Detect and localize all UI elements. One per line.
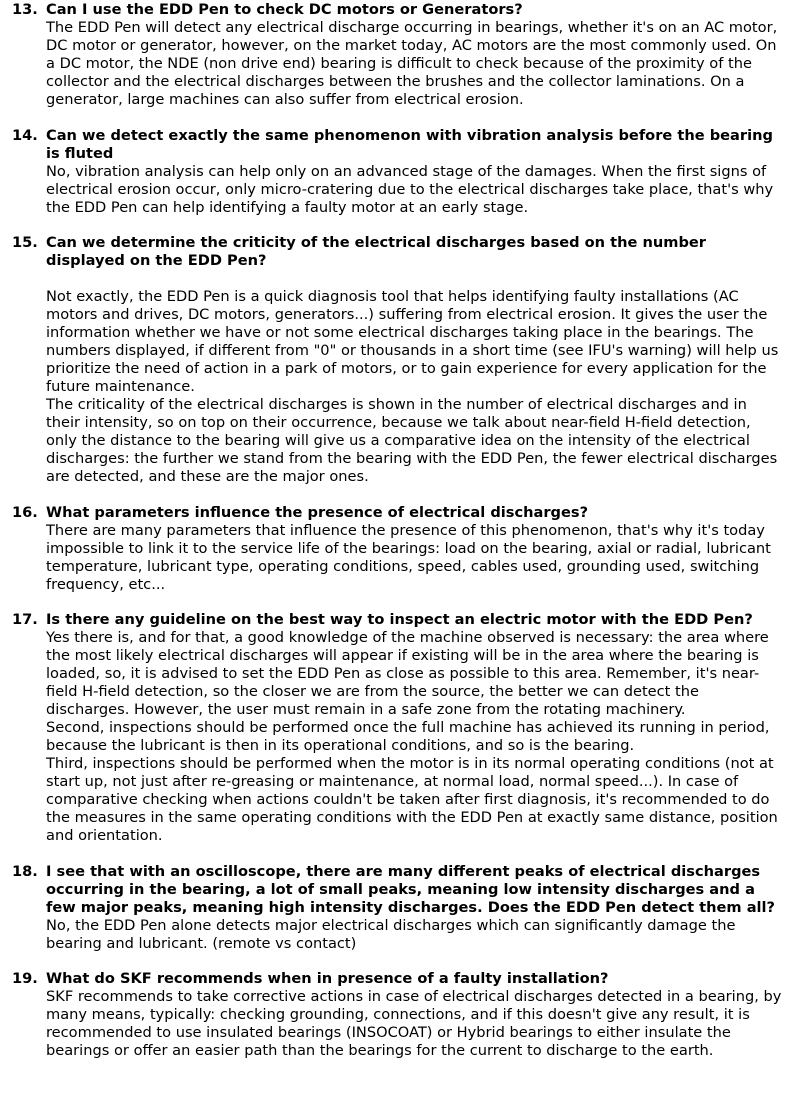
faq-question: What parameters influence the presence of electrical discharges? [46, 503, 589, 521]
faq-content [46, 127, 790, 217]
faq-question: I see that with an oscilloscope, there are many different peaks of electrical discharges occurring in the bearing, a lot of small peaks, meaning low intensity discharges and a few major peaks, meaning high intensity discharges. Does the EDD Pen detect them all? [46, 862, 776, 916]
faq-number: 19. [12, 970, 38, 987]
faq-number: 18. [12, 862, 38, 880]
faq-content [46, 504, 790, 594]
faq-content [46, 970, 790, 1060]
faq-question: What do SKF recommends when in presence of a faulty installation? [46, 970, 609, 987]
faq-item-17 [0, 611, 790, 845]
faq-item-16 [0, 504, 790, 594]
faq-answer: No, vibration analysis can help only on an advanced stage of the damages. When the first signs of electrical erosion occur, only micro-cratering due to the electrical discharges take place, that's why the EDD Pen can help identifying a faulty motor at an early stage. [46, 162, 774, 216]
faq-answer: No, the EDD Pen alone detects major electrical discharges which can significantly damage the bearing and lubricant. (remote vs contact) [46, 916, 736, 952]
faq-answer: There are many parameters that influence the presence of this phenomenon, that's why it's today impossible to link it to the service life of the bearings: load on the bearing, axial or radial, lubricant temperature, lubricant type, operating conditions, speed, cables used, grounding used, switching frequency, etc... [46, 521, 771, 593]
faq-answer: Yes there is, and for that, a good knowledge of the machine observed is necessary: the area where the most likely electrical discharges will appear if existing will be in the area where the bearing is loaded, so, it is advised to set the EDD Pen as close as possible to this area. Remember, it's near-field H-field detection, so the closer we are from the source, the better we can detect the discharges. However, the user must remain in a safe zone from the rotating machinery. [46, 629, 769, 718]
faq-answer: Third, inspections should be performed when the motor is in its normal operating conditions (not at start up, not just after re-greasing or maintenance, at normal load, normal speed...). In case of comparative checking when actions couldn't be taken after first diagnosis, it's recommended to do the measures in the same operating conditions with the EDD Pen at exactly same distance, position and orientation. [46, 755, 778, 844]
faq-question: Can we determine the criticity of the electrical discharges based on the number displayed on the EDD Pen? [46, 234, 706, 269]
faq-number: 13. [12, 1, 38, 18]
faq-number: 16. [12, 503, 38, 521]
faq-number: 15. [12, 234, 38, 251]
faq-answer: Second, inspections should be performed once the full machine has achieved its running in period, because the lubricant is then in its operational conditions, and so is the bearing. [46, 719, 770, 754]
faq-item-14 [0, 127, 790, 217]
faq-answer: Not exactly, the EDD Pen is a quick diagnosis tool that helps identifying faulty installations (AC motors and drives, DC motors, generators...) suffering from electrical erosion. It gives the user the information whether we have or not some electrical discharges taking place in the bearings. The numbers displayed, if different from "0" or thousands in a short time (see IFU's warning) will help us prioritize the need of action in a park of motors, or to gain experience for every application for the future maintenance. [46, 288, 779, 395]
faq-content [46, 1, 790, 109]
faq-answer: The criticality of the electrical discharges is shown in the number of electrical discharges and in their intensity, so on top on their occurrence, because we talk about near-field H-field detection, only the distance to the bearing will give us a comparative idea on the intensity of the electrical discharges: the further we stand from the bearing with the EDD Pen, the fewer electrical discharges are detected, and these are the major ones. [46, 396, 778, 485]
faq-content [46, 234, 790, 486]
faq-item-15 [0, 234, 790, 486]
faq-content [46, 611, 790, 845]
faq-item-13 [0, 1, 790, 109]
faq-answer: The EDD Pen will detect any electrical discharge occurring in bearings, whether it's on an AC motor, DC motor or generator, however, on the market today, AC motors are the most commonly used. On a DC motor, the NDE (non drive end) bearing is difficult to check because of the proximity of the collector and the electrical discharges between the brushes and the collector laminations. On a generator, large machines can also suffer from electrical erosion. [46, 19, 778, 108]
faq-answer: SKF recommends to take corrective actions in case of electrical discharges detected in a bearing, by many means, typically: checking grounding, connections, and if this doesn't give any result, it is recommended to use insulated bearings (INSOCOAT) or Hybrid bearings to either insulate the bearings or offer an easier path than the bearings for the current to discharge to the earth. [46, 988, 782, 1059]
faq-content [46, 863, 790, 953]
faq-item-19 [0, 970, 790, 1060]
faq-question: Is there any guideline on the best way to inspect an electric motor with the EDD Pen? [46, 611, 753, 628]
faq-question: Can I use the EDD Pen to check DC motors or Generators? [46, 1, 523, 18]
faq-number: 17. [12, 611, 38, 628]
faq-item-18 [0, 863, 790, 953]
faq-number: 14. [12, 126, 38, 144]
faq-question: Can we detect exactly the same phenomenon with vibration analysis before the bearing is fluted [46, 126, 773, 162]
